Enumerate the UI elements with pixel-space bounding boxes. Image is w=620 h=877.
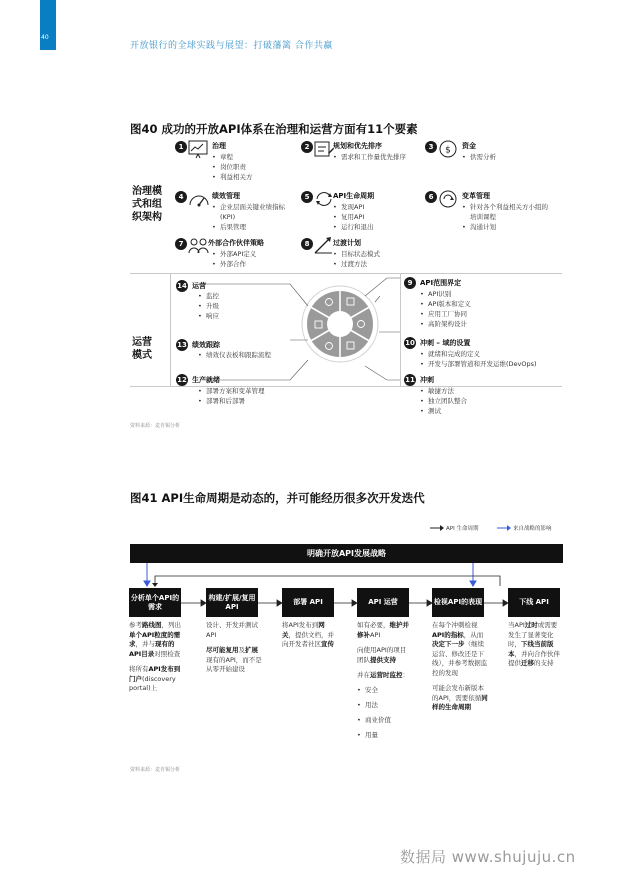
item-number: 2	[301, 141, 313, 153]
item-number: 13	[177, 341, 187, 349]
watermark: 数据局 www.shujuju.cn	[400, 848, 576, 866]
stage-3-description	[282, 621, 336, 656]
stage-text: 并在运营时监控：	[357, 671, 409, 679]
item-number: 8	[301, 238, 313, 250]
item-number: 3	[425, 141, 437, 153]
item-number: 4	[175, 191, 187, 203]
monitor-item: • 安全	[357, 683, 411, 698]
item-title: 冲刺 – 域的设置	[420, 339, 471, 347]
item-bullets	[333, 202, 374, 232]
svg-text:$: $	[445, 145, 451, 156]
item-bullet: • 高阶架构设计	[420, 319, 471, 329]
item-bullets	[198, 291, 219, 321]
item-title: 绩效跟踪	[192, 341, 220, 349]
item-title: 规划和优先排序	[333, 142, 382, 150]
item-bullet: • 绩效仪表板和跟踪流程	[198, 350, 271, 360]
figure-40-source: 资料来源：麦肯锡分析	[130, 423, 181, 429]
item-bullets	[212, 202, 298, 232]
item-bullet: • 沟通计划	[462, 222, 550, 232]
performance-icon	[187, 189, 211, 209]
stage-retire: 下线 API	[508, 588, 560, 617]
item-title: 冲刺	[420, 376, 434, 384]
governance-chart-icon	[187, 139, 211, 159]
item-bullet: • 监控	[198, 291, 219, 301]
strategy-banner: 明确开放API发展战略	[130, 544, 563, 563]
item-title: 绩效管理	[212, 192, 240, 200]
item-number: 10	[405, 339, 415, 347]
item-bullet: • 敏捷方法	[420, 386, 467, 396]
item-bullet: • 响应	[198, 311, 219, 321]
change-icon	[437, 189, 461, 209]
stage-6-description	[508, 621, 563, 675]
item-title: 过渡计划	[333, 239, 361, 247]
stage-text: 将API发布到网关，提供文档，并向开发者社区宣传	[282, 621, 334, 648]
item-bullet: • 外部API定义	[212, 249, 256, 259]
item-number: 9	[404, 277, 416, 289]
item-bullet: • 独立团队整合	[420, 396, 467, 406]
stage-2-description	[206, 621, 262, 681]
monitor-item: • 用量	[357, 728, 411, 743]
item-bullets	[333, 249, 380, 269]
item-title: 运营	[192, 282, 206, 290]
item-bullet: • 就绪和完成的定义	[420, 349, 537, 359]
item-bullets	[462, 202, 550, 232]
operations-vertical-rule	[170, 273, 171, 386]
stage-1-description	[129, 621, 183, 700]
stage-text: 可能会发布新版本的API，需要依循同样的生命周期	[432, 684, 488, 711]
monitor-list	[357, 683, 411, 743]
item-bullet: • API识别	[420, 289, 471, 299]
item-number: 14	[177, 282, 187, 290]
item-bullets	[198, 350, 271, 360]
item-bullet: • 应用工厂协同	[420, 309, 471, 319]
item-bullet: • 测试	[420, 406, 467, 416]
stage-text: 在每个冲刺检视API的指标，从而决定下一步（继续运营、修改还是下线），并参考数据监控的发现	[432, 621, 488, 677]
item-bullet: • 运行和退出	[333, 222, 374, 232]
stage-review-performance: 检视API的表现	[432, 588, 484, 617]
item-number: 11	[405, 376, 415, 384]
item-bullet: • 升级	[198, 301, 219, 311]
item-title: 治理	[212, 142, 226, 150]
item-bullet: • API版本和定义	[420, 299, 471, 309]
item-number: 1	[175, 141, 187, 153]
item-bullets	[420, 349, 537, 369]
monitor-item: • 商业价值	[357, 713, 411, 728]
item-bullet: • 岗位职责	[212, 162, 253, 172]
item-bullet: • 企业层面关键业绩指标(KPI)	[212, 202, 298, 222]
page-number: 40	[41, 34, 49, 41]
section-divider	[130, 273, 562, 274]
stage-5-description	[432, 621, 488, 719]
item-bullet: • 供需分析	[462, 152, 496, 162]
operations-label: 运营模式	[132, 337, 152, 361]
governance-label: 治理模式和组织架构	[132, 186, 162, 223]
stage-text: 参考路线图，列出单个API粒度的需求，并与现有的API目录对照检查	[129, 621, 181, 658]
stage-analyze-requirements: 分析单个API的需求	[129, 588, 181, 617]
item-title: API范围界定	[420, 279, 462, 287]
item-bullets	[333, 152, 413, 162]
item-bullet: • 章程	[212, 152, 253, 162]
stage-text: 将所有API发布到门户(discovery portal)上	[129, 665, 181, 692]
item-bullet: • 后果管理	[212, 222, 298, 232]
running-title: 开放银行的全球实践与展望：打破藩篱 合作共赢	[130, 41, 333, 51]
item-bullet: • 需求和工作量优先排序	[333, 152, 413, 162]
item-bullets	[212, 249, 256, 269]
ring-connectors	[345, 276, 405, 388]
item-bullet: • 开发与部署管道和开发运维(DevOps)	[420, 359, 537, 369]
item-bullet: • 针对各个利益相关方小组的培训课程	[462, 202, 550, 222]
figure-40-title: 图40 成功的开放API体系在治理和运营方面有11个要素	[130, 122, 418, 136]
item-bullets	[420, 386, 467, 416]
stage-build-extend-reuse: 构建/扩展/复用 API	[206, 588, 258, 617]
stage-text: 设计、开发并测试API	[206, 621, 258, 639]
item-number: 5	[301, 191, 313, 203]
item-bullets	[462, 152, 496, 162]
item-number: 12	[177, 376, 187, 384]
figure-41-title: 图41 API生命周期是动态的，并可能经历很多次开发迭代	[130, 491, 425, 505]
item-number: 7	[175, 238, 187, 250]
item-bullet: • 目标状态模式	[333, 249, 380, 259]
item-bullet: • 利益相关方	[212, 172, 253, 182]
stage-4-description	[357, 621, 411, 743]
item-bullet: • 部署方案和变革管理	[198, 386, 265, 396]
legend-lifecycle: API 生命周期	[446, 526, 479, 532]
item-bullet: • 复用API	[333, 212, 374, 222]
stage-text: 向使用API的项目团队提供支持	[357, 646, 407, 664]
item-bullets	[212, 152, 253, 182]
stage-text: 当API过时或需要发生了显著变化时，下线当前版本，并向合作伙伴提供迁移的支持	[508, 621, 560, 667]
item-title: 资金	[462, 142, 476, 150]
item-bullet: • 部署和后部署	[198, 396, 265, 406]
item-bullet: • 外部合作	[212, 259, 256, 269]
lifecycle-arrow-icon	[430, 525, 444, 531]
stage-text: 尽可能复用及扩展现有的API，而不是从零开始建设	[206, 646, 262, 673]
page-tab	[40, 0, 56, 50]
stage-arrows	[180, 598, 510, 608]
funding-icon	[437, 139, 461, 159]
monitor-item: • 用法	[357, 698, 411, 713]
legend-strategy: 来自战略的影响	[513, 526, 552, 532]
item-title: 生产就绪	[192, 376, 220, 384]
item-bullets	[198, 386, 265, 406]
item-number: 6	[425, 191, 437, 203]
strategy-arrow-icon	[497, 525, 511, 531]
item-bullet: • 过渡方法	[333, 259, 380, 269]
stage-deploy: 部署 API	[282, 588, 334, 617]
stage-text: 如有必要，维护并修补API	[357, 621, 409, 639]
item-bullet: • 发现API	[333, 202, 374, 212]
stage-operate: API 运营	[357, 588, 409, 617]
item-bullets	[420, 289, 471, 329]
item-title: API生命周期	[333, 192, 375, 200]
item-title: 变革管理	[462, 192, 490, 200]
figure-41-source: 资料来源：麦肯锡分析	[130, 767, 181, 773]
item-title: 外部合作伙伴策略	[208, 239, 264, 247]
lifecycle-flow-arrows	[125, 560, 570, 600]
